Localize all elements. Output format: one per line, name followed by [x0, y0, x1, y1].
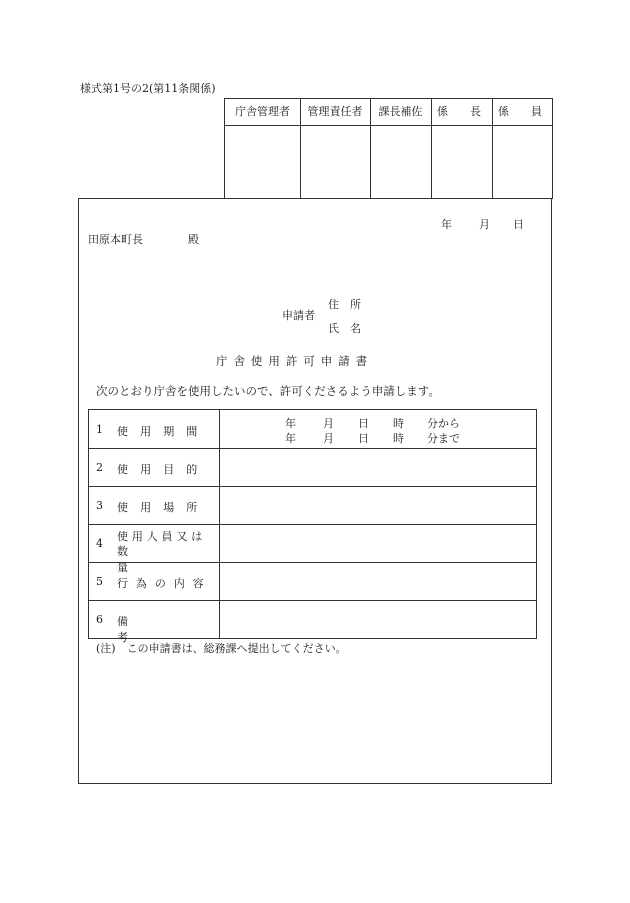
note-text: (注) この申請書は、総務課へ提出してください。 [96, 642, 347, 655]
approval-cell-staff [492, 99, 553, 199]
address-label: 住 所 [328, 298, 361, 311]
addressee: 田原本町長 [88, 233, 143, 246]
period-to-month: 月 [323, 432, 334, 445]
application-table [88, 409, 537, 644]
approval-header: 課長補佐 [370, 99, 431, 126]
row-label-text: 使用目的 [117, 463, 210, 476]
row-number: 5 [96, 575, 103, 588]
row-number: 6 [96, 613, 103, 626]
period-from-minute: 分から [427, 417, 460, 430]
row-label-cell [89, 448, 220, 486]
honorific: 殿 [188, 233, 199, 246]
period-to-year: 年 [285, 432, 296, 445]
row-label-text: 使用期間 [117, 425, 210, 438]
intro-text: 次のとおり庁舎を使用したいので、許可くださるよう申請します。 [96, 384, 440, 398]
period-to-day: 日 [358, 432, 369, 445]
approval-header: 庁舎管理者 [225, 99, 300, 126]
form-number: 様式第1号の2(第11条関係) [80, 82, 216, 95]
row-label [117, 499, 213, 515]
date-year: 年 [441, 218, 452, 231]
row-number: 1 [96, 423, 103, 436]
row-number: 2 [96, 461, 103, 474]
row-label-cell [89, 524, 220, 574]
table-row [89, 562, 536, 601]
name-label: 氏 名 [328, 322, 361, 335]
table-row [89, 600, 536, 644]
period-from-year: 年 [285, 417, 296, 430]
approval-header [431, 99, 492, 126]
table-row [89, 448, 536, 487]
row-label-cell [89, 600, 220, 644]
row-number: 3 [96, 499, 103, 512]
approval-cell-building-manager [225, 99, 301, 199]
row-label-text: 使用場所 [117, 501, 210, 514]
table-row [89, 486, 536, 525]
row-label-text: 行為の内容 [117, 577, 212, 590]
period-to-hour: 時 [393, 432, 404, 445]
period-from-hour: 時 [393, 417, 404, 430]
approval-header-text: 係 長 [437, 105, 481, 118]
row-label-text: 使用人員又は [117, 530, 207, 543]
row-label-cell [89, 562, 220, 600]
row-label-cell [89, 410, 220, 448]
date-month: 月 [479, 218, 490, 231]
approval-stamp-table [224, 98, 553, 199]
row-label-line1 [117, 528, 213, 544]
row-label-text: 数量 [117, 545, 177, 574]
row-label-text: 備考 [117, 615, 197, 644]
approval-header: 管理責任者 [300, 99, 370, 126]
period-to [285, 430, 460, 446]
approval-cell-responsible-manager [300, 99, 371, 199]
row-label [117, 423, 213, 439]
row-label-cell [89, 486, 220, 524]
period-from [285, 415, 460, 431]
approval-cell-section-chief [431, 99, 493, 199]
period-from-day: 日 [358, 417, 369, 430]
row-label [117, 575, 213, 591]
table-row [89, 524, 536, 574]
row-number: 4 [96, 537, 103, 550]
table-row [89, 410, 536, 449]
period-from-month: 月 [323, 417, 334, 430]
date-day: 日 [513, 218, 524, 231]
period-to-minute: 分まで [427, 432, 460, 445]
document-title: 庁 舎 使 用 許 可 申 請 書 [216, 354, 369, 368]
row-label [117, 461, 213, 477]
approval-header-text: 係 員 [498, 105, 542, 118]
approval-header [492, 99, 552, 126]
applicant-label: 申請者 [282, 309, 315, 322]
approval-cell-deputy-chief [370, 99, 432, 199]
